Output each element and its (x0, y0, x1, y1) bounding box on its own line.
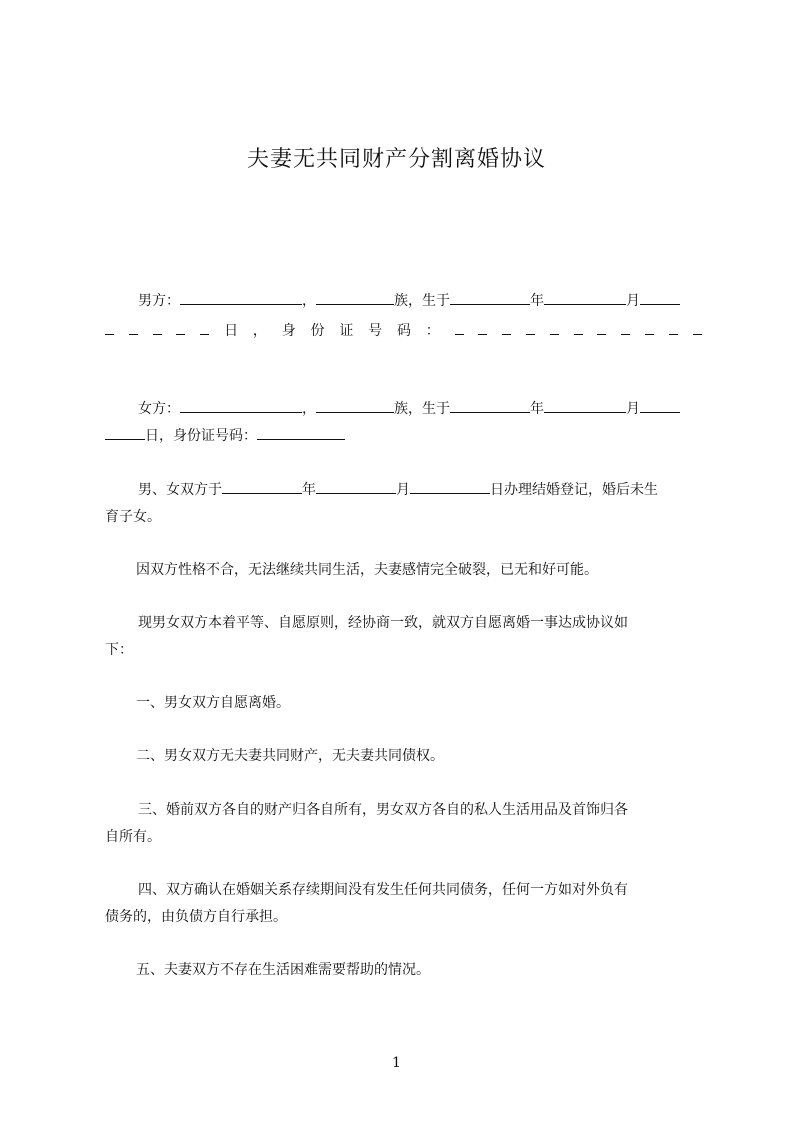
female-name-blank[interactable] (180, 397, 302, 413)
female-birth-year-blank[interactable] (450, 397, 530, 413)
agreement-intro-line2: 下： (105, 642, 133, 658)
clause-3-line2: 自所有。 (105, 829, 161, 845)
clause-4-line1: 四、双方确认在婚姻关系存续期间没有发生任何共同债务，任何一方如对外负有 (138, 882, 628, 898)
clause-4-line2: 债务的，由负债方自行承担。 (105, 909, 287, 925)
female-id-blank[interactable] (257, 424, 345, 440)
male-day-label: 日 (224, 323, 239, 339)
clause-1: 一、男女双方自愿离婚。 (136, 695, 290, 711)
male-name-blank[interactable] (180, 289, 302, 305)
female-label: 女方： (138, 401, 180, 417)
male-birth-year-blank[interactable] (450, 289, 530, 305)
document-title: 夫妻无共同财产分割离婚协议 (246, 147, 546, 172)
marriage-line2: 育子女。 (105, 509, 161, 525)
clause-2: 二、男女双方无夫妻共同财产，无夫妻共同债权。 (136, 748, 444, 764)
male-party-line2: 日 ， 身 份 证 号 码 ： (105, 318, 702, 345)
female-party-line1: 女方： ， 族，生于 年 月 (138, 396, 702, 423)
female-birth-day-blank[interactable] (640, 397, 680, 413)
marriage-month-blank[interactable] (316, 478, 396, 494)
reason-paragraph: 因双方性格不合，无法继续共同生活，夫妻感情完全破裂，已无和好可能。 (136, 562, 598, 578)
female-birth-month-blank[interactable] (544, 397, 626, 413)
male-party-line1: 男方： ， 族，生于 年 月 (138, 288, 702, 315)
marriage-day-blank[interactable] (410, 478, 490, 494)
male-label: 男方： (138, 293, 180, 309)
agreement-intro-line1: 现男女双方本着平等、自愿原则，经协商一致，就双方自愿离婚一事达成协议如 (138, 615, 628, 631)
female-ethnicity-blank[interactable] (316, 397, 394, 413)
male-id-blank[interactable] (455, 320, 464, 335)
male-birth-month-blank[interactable] (544, 289, 626, 305)
clause-5: 五、夫妻双方不存在生活困难需要帮助的情况。 (136, 962, 430, 978)
male-birth-day-blank[interactable] (640, 289, 680, 305)
clause-3-line1: 三、婚前双方各自的财产归各自所有，男女双方各自的私人生活用品及首饰归各 (138, 802, 628, 818)
page-number: 1 (392, 1055, 401, 1071)
male-ethnicity-blank[interactable] (316, 289, 394, 305)
female-party-line2: 日，身份证号码： (105, 423, 702, 450)
marriage-year-blank[interactable] (222, 478, 302, 494)
marriage-line1: 男、女双方于 年 月 日办理结婚登记，婚后未生 (138, 477, 702, 504)
